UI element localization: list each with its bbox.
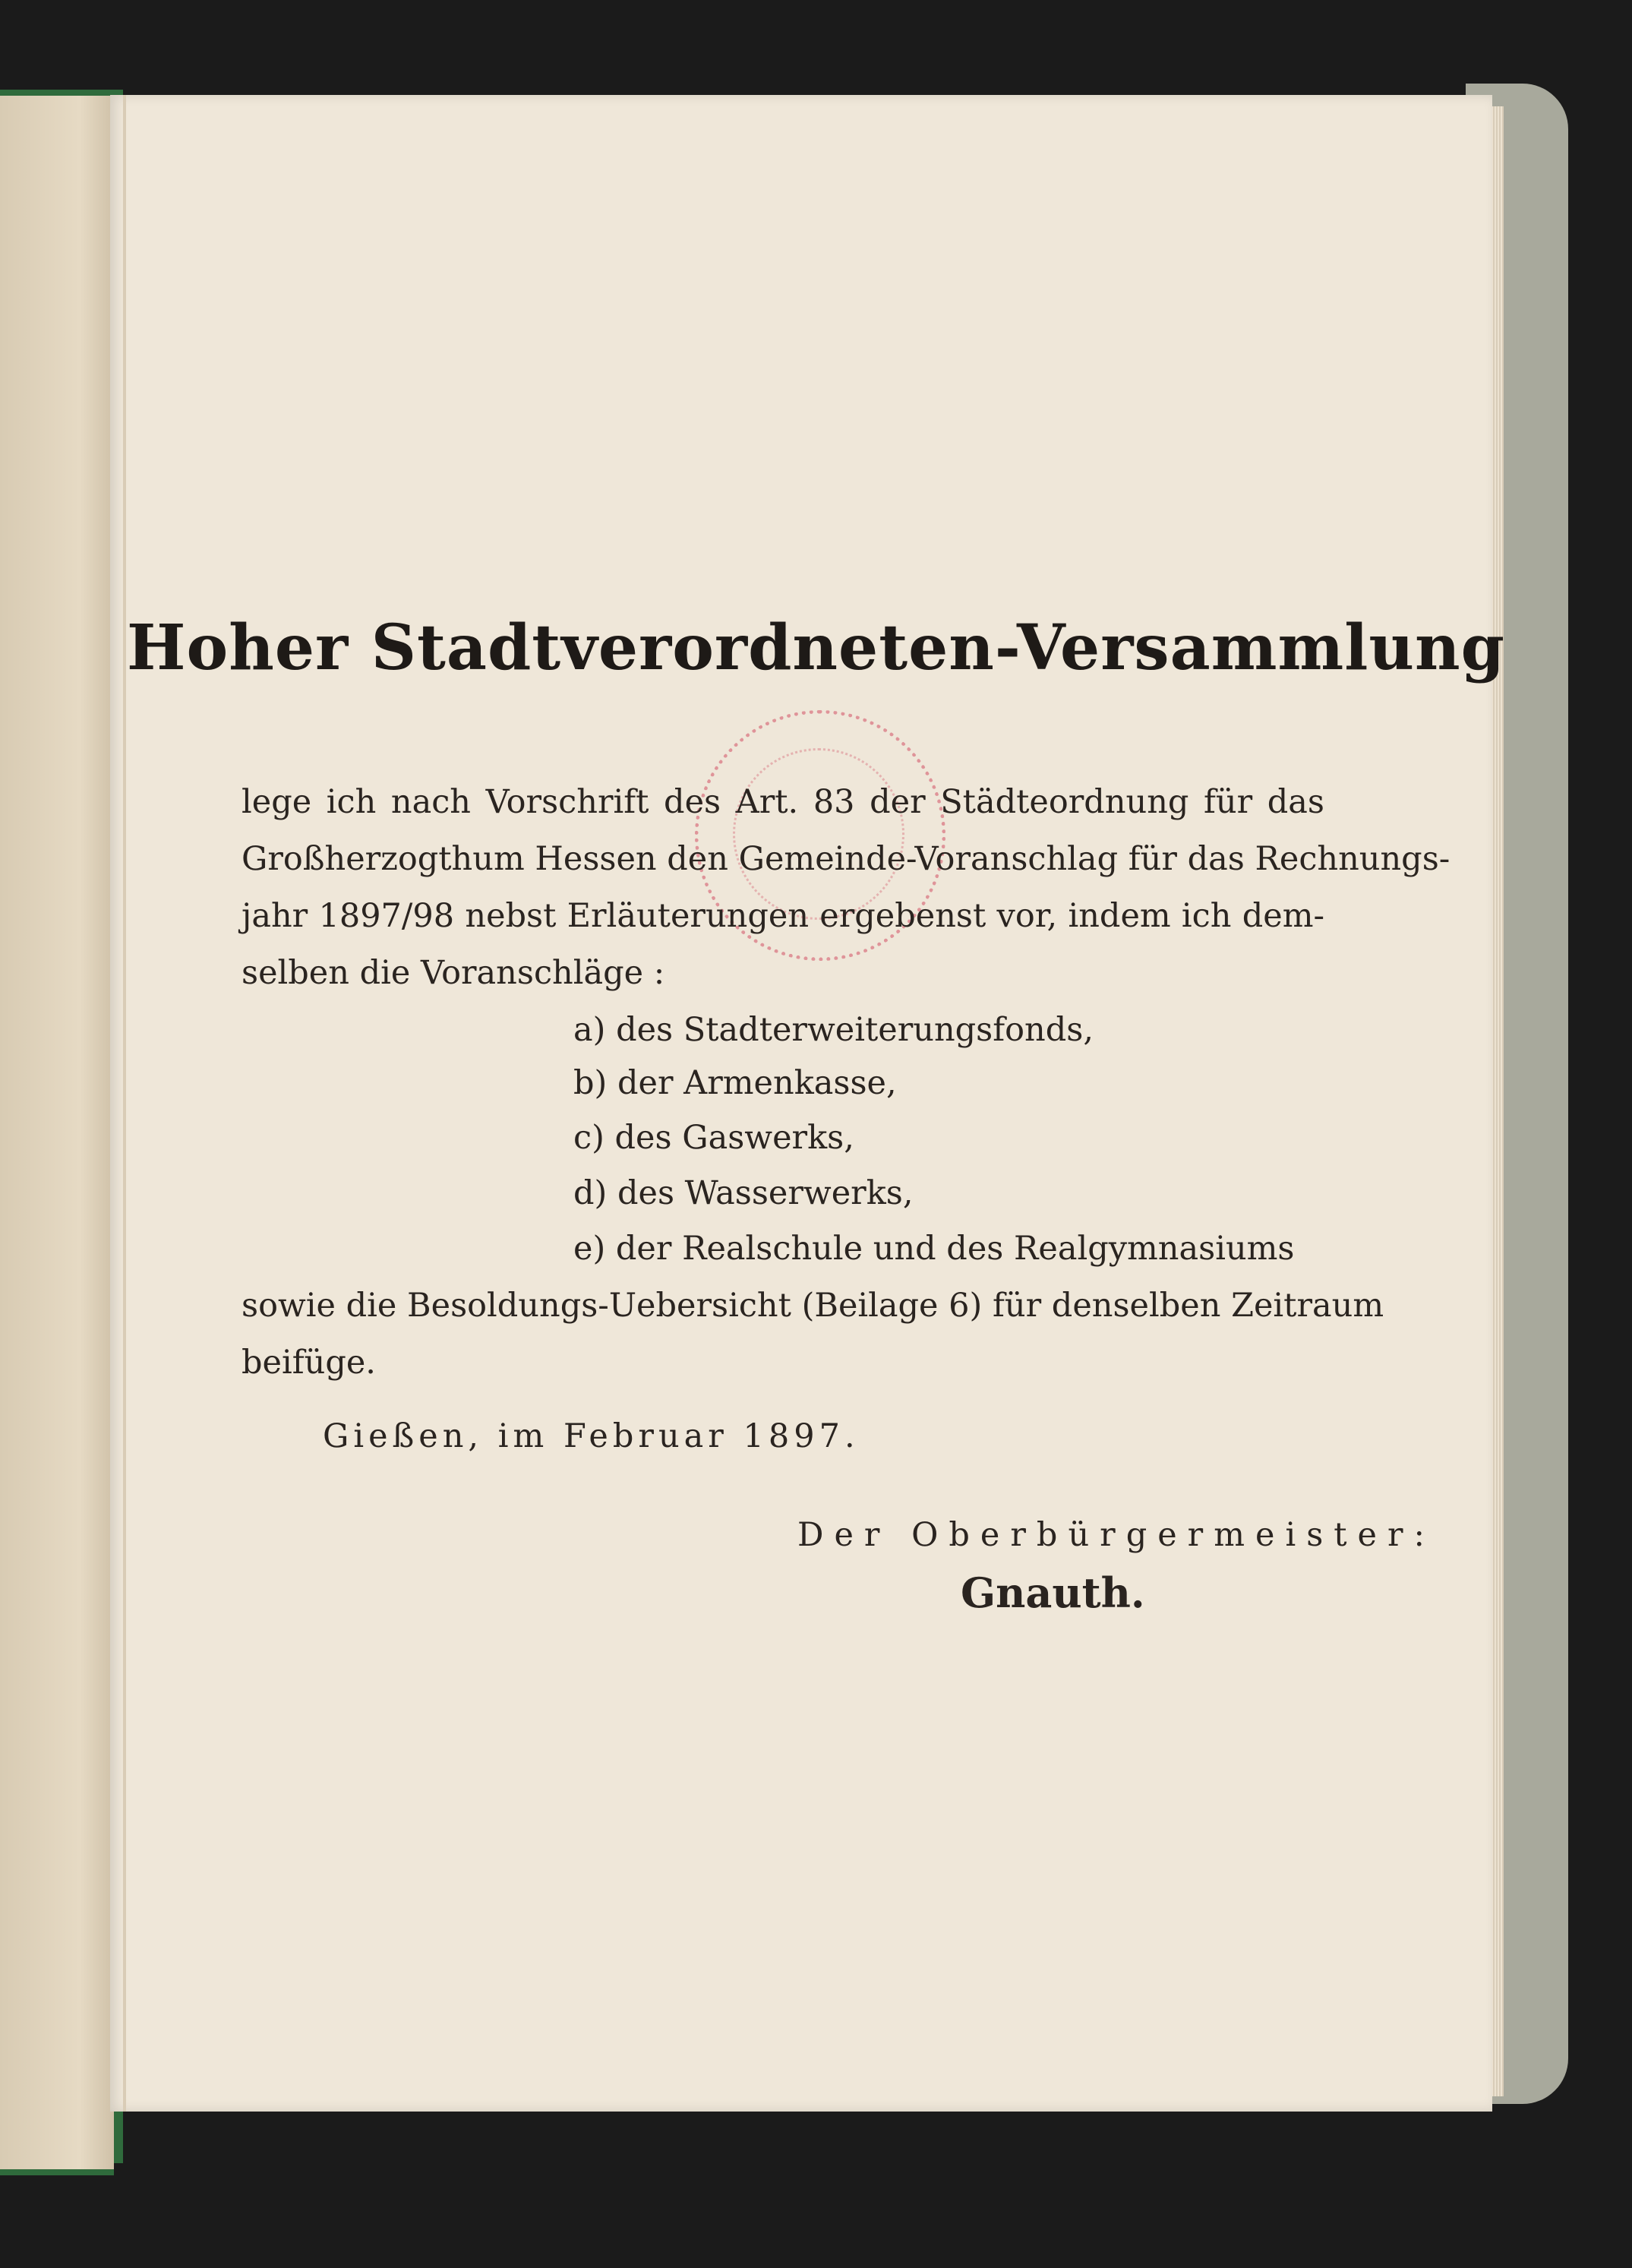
paragraph-line: Großherzogthum Hessen den Gemeinde-Voranschlag für das Rechnungs- [241, 840, 1450, 878]
paragraph-line: jahr 1897/98 nebst Erläuterungen ergebenst vor, indem ich dem- [241, 897, 1324, 935]
library-stamp-inner-ring [733, 748, 904, 920]
page-gutter [123, 95, 126, 2112]
list-item: d) des Wasserwerks, [573, 1174, 914, 1212]
document-page [110, 95, 1492, 2112]
paragraph-line: lege ich nach Vorschrift des Art. 83 der Städteordnung für das [241, 783, 1324, 821]
closing-line: sowie die Besoldungs-Uebersicht (Beilage 6) für denselben Zeitraum [241, 1287, 1384, 1325]
list-item: b) der Armenkasse, [573, 1064, 897, 1102]
closing-line: beifüge. [241, 1344, 376, 1382]
list-item: a) des Stadterweiterungsfonds, [573, 1011, 1094, 1049]
paragraph-line: selben die Voranschläge : [241, 954, 665, 992]
signature: Gnauth. [961, 1568, 1145, 1617]
document-title: Hoher Stadtverordneten-Versammlung [127, 611, 1505, 684]
date-line: Gießen, im Februar 1897. [323, 1417, 860, 1455]
signer-title: Der Oberbürgermeister: [797, 1516, 1436, 1554]
list-item: c) des Gaswerks, [573, 1119, 854, 1157]
facing-page [0, 90, 114, 2175]
list-item: e) der Realschule und des Realgymnasiums [573, 1230, 1295, 1268]
